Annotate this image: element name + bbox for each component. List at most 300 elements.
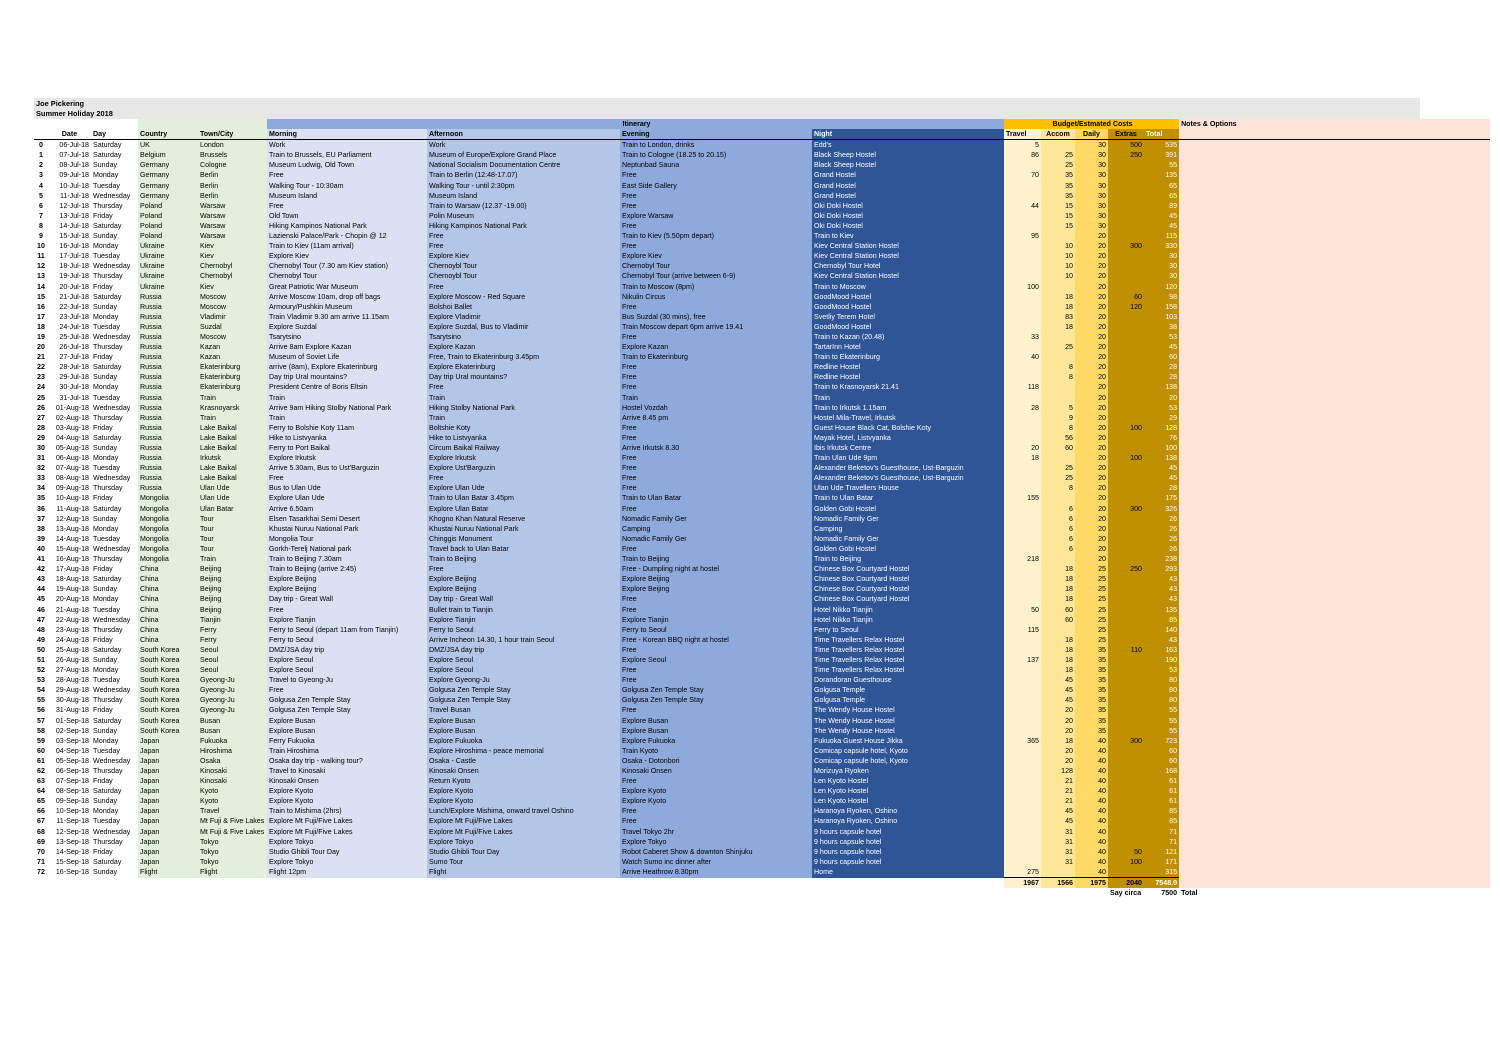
day-cell: Sunday xyxy=(91,796,138,806)
notes-cell xyxy=(1179,867,1490,878)
afternoon-cell: National Socialism Documentation Centre xyxy=(427,160,620,170)
afternoon-cell: Flight xyxy=(427,867,620,878)
col-morning: Morning xyxy=(267,129,427,140)
table-row xyxy=(34,524,1490,534)
day-cell: Tuesday xyxy=(91,605,138,615)
extras-cell xyxy=(1108,211,1144,221)
evening-cell: Free xyxy=(620,201,812,211)
evening-cell: Explore Beijing xyxy=(620,574,812,584)
extras-cell xyxy=(1108,473,1144,483)
daily-cell: 20 xyxy=(1075,483,1108,493)
country-cell: China xyxy=(138,605,198,615)
evening-cell: Free xyxy=(620,544,812,554)
table-row xyxy=(34,261,1490,271)
accom-cell: 10 xyxy=(1041,251,1075,261)
notes-cell xyxy=(1179,403,1490,413)
morning-cell: Lazienski Palace/Park - Chopin @ 12 xyxy=(267,231,427,241)
country-cell: China xyxy=(138,584,198,594)
total-cell: 120 xyxy=(1144,282,1179,292)
day-cell: Tuesday xyxy=(91,463,138,473)
notes-cell xyxy=(1179,302,1490,312)
morning-cell: Train xyxy=(267,393,427,403)
notes-cell xyxy=(1179,726,1490,736)
day-cell: Monday xyxy=(91,806,138,816)
evening-cell: Free xyxy=(620,645,812,655)
evening-cell: Free xyxy=(620,241,812,251)
night-cell: GoodMood Hostel xyxy=(812,322,1004,332)
date-cell: 08-Jul-18 xyxy=(48,160,91,170)
evening-cell: Robot Caberet Show & downton Shinjuku xyxy=(620,847,812,857)
night-cell: Chinese Box Courtyard Hostel xyxy=(812,584,1004,594)
row-number: 20 xyxy=(34,342,48,352)
table-row xyxy=(34,746,1490,756)
accom-cell: 20 xyxy=(1041,746,1075,756)
evening-cell: Train Moscow depart 6pm arrive 19.41 xyxy=(620,322,812,332)
afternoon-cell: Explore Mt Fuji/Five Lakes xyxy=(427,816,620,826)
afternoon-cell: Arrive Incheon 14.30, 1 hour train Seoul xyxy=(427,635,620,645)
travel-cell: 44 xyxy=(1004,201,1041,211)
date-cell: 14-Sep-18 xyxy=(48,847,91,857)
total-cell: 71 xyxy=(1144,827,1179,837)
total-cell: 171 xyxy=(1144,857,1179,867)
country-cell: South Korea xyxy=(138,665,198,675)
row-number: 69 xyxy=(34,837,48,847)
daily-cell: 40 xyxy=(1075,746,1108,756)
notes-cell xyxy=(1179,261,1490,271)
night-cell: Len Kyoto Hostel xyxy=(812,796,1004,806)
night-cell: Chinese Box Courtyard Hostel xyxy=(812,564,1004,574)
day-cell: Friday xyxy=(91,776,138,786)
accom-cell xyxy=(1041,231,1075,241)
evening-cell: Free xyxy=(620,816,812,826)
extras-cell: 100 xyxy=(1108,423,1144,433)
country-cell: Ukraine xyxy=(138,251,198,261)
date-cell: 13-Jul-18 xyxy=(48,211,91,221)
day-cell: Sunday xyxy=(91,514,138,524)
row-number: 32 xyxy=(34,463,48,473)
date-cell: 10-Aug-18 xyxy=(48,493,91,503)
date-cell: 16-Jul-18 xyxy=(48,241,91,251)
night-cell: Golgusa Temple xyxy=(812,695,1004,705)
extras-cell xyxy=(1108,705,1144,715)
travel-cell: 5 xyxy=(1004,140,1041,151)
night-cell: Len Kyoto Hostel xyxy=(812,786,1004,796)
extras-cell xyxy=(1108,443,1144,453)
day-cell: Wednesday xyxy=(91,261,138,271)
evening-cell: Free xyxy=(620,665,812,675)
country-cell: South Korea xyxy=(138,726,198,736)
row-number: 23 xyxy=(34,372,48,382)
notes-cell xyxy=(1179,352,1490,362)
total-cell: 61 xyxy=(1144,796,1179,806)
total-cell: 168 xyxy=(1144,766,1179,776)
row-number: 4 xyxy=(34,181,48,191)
row-number: 58 xyxy=(34,726,48,736)
evening-cell: Free xyxy=(620,594,812,604)
afternoon-cell: Explore Beijing xyxy=(427,584,620,594)
date-cell: 01-Sep-18 xyxy=(48,716,91,726)
morning-cell: Explore Kyoto xyxy=(267,796,427,806)
accom-cell: 15 xyxy=(1041,221,1075,231)
afternoon-cell: Explore Seoul xyxy=(427,665,620,675)
accom-cell: 31 xyxy=(1041,857,1075,867)
night-cell: GoodMood Hostel xyxy=(812,292,1004,302)
accom-cell: 21 xyxy=(1041,776,1075,786)
travel-cell xyxy=(1004,776,1041,786)
daily-cell: 30 xyxy=(1075,191,1108,201)
country-cell: Russia xyxy=(138,352,198,362)
day-cell: Monday xyxy=(91,312,138,322)
night-cell: GoodMood Hostel xyxy=(812,302,1004,312)
night-cell: The Wendy House Hostel xyxy=(812,716,1004,726)
morning-cell: Golgusa Zen Temple Stay xyxy=(267,705,427,715)
extras-cell xyxy=(1108,796,1144,806)
afternoon-cell: Train to Beijing xyxy=(427,554,620,564)
notes-cell xyxy=(1179,524,1490,534)
daily-cell: 20 xyxy=(1075,312,1108,322)
night-cell: Train to Moscow xyxy=(812,282,1004,292)
travel-cell: 100 xyxy=(1004,282,1041,292)
country-cell: China xyxy=(138,615,198,625)
afternoon-cell: Explore Moscow - Red Square xyxy=(427,292,620,302)
accom-cell: 25 xyxy=(1041,160,1075,170)
row-number: 44 xyxy=(34,584,48,594)
evening-cell: Free - Dumpling night at hostel xyxy=(620,564,812,574)
daily-cell: 20 xyxy=(1075,362,1108,372)
accom-cell xyxy=(1041,140,1075,151)
travel-cell xyxy=(1004,806,1041,816)
row-number: 11 xyxy=(34,251,48,261)
notes-cell xyxy=(1179,322,1490,332)
night-cell: Oki Doki Hostel xyxy=(812,201,1004,211)
notes-cell xyxy=(1179,251,1490,261)
country-cell: Japan xyxy=(138,786,198,796)
date-cell: 26-Aug-18 xyxy=(48,655,91,665)
date-cell: 09-Aug-18 xyxy=(48,483,91,493)
date-cell: 26-Jul-18 xyxy=(48,342,91,352)
table-row xyxy=(34,382,1490,392)
evening-cell: Kinosaki Onsen xyxy=(620,766,812,776)
accom-cell: 8 xyxy=(1041,372,1075,382)
extras-cell xyxy=(1108,493,1144,503)
extras-cell xyxy=(1108,746,1144,756)
morning-cell: Gorkh-Terelj National park xyxy=(267,544,427,554)
town-cell: Tour xyxy=(198,534,267,544)
night-cell: Black Sheep Hostel xyxy=(812,160,1004,170)
country-cell: Ukraine xyxy=(138,282,198,292)
accom-cell: 15 xyxy=(1041,211,1075,221)
date-cell: 14-Aug-18 xyxy=(48,534,91,544)
travel-cell xyxy=(1004,857,1041,867)
total-cell: 391 xyxy=(1144,150,1179,160)
day-cell: Saturday xyxy=(91,645,138,655)
extras-cell xyxy=(1108,514,1144,524)
travel-cell xyxy=(1004,615,1041,625)
town-cell: Warsaw xyxy=(198,201,267,211)
table-row xyxy=(34,574,1490,584)
travel-cell xyxy=(1004,312,1041,322)
row-number: 21 xyxy=(34,352,48,362)
notes-cell xyxy=(1179,776,1490,786)
extras-cell xyxy=(1108,776,1144,786)
town-cell: Train xyxy=(198,393,267,403)
date-cell: 11-Aug-18 xyxy=(48,504,91,514)
notes-cell xyxy=(1179,655,1490,665)
daily-cell: 40 xyxy=(1075,816,1108,826)
morning-cell: Work xyxy=(267,140,427,151)
notes-header: Notes & Options xyxy=(1179,119,1490,129)
notes-cell xyxy=(1179,685,1490,695)
travel-cell xyxy=(1004,504,1041,514)
country-cell: Mongolia xyxy=(138,514,198,524)
accom-cell: 20 xyxy=(1041,705,1075,715)
day-cell: Tuesday xyxy=(91,181,138,191)
country-cell: Russia xyxy=(138,372,198,382)
extras-cell xyxy=(1108,665,1144,675)
notes-cell xyxy=(1179,393,1490,403)
extras-cell xyxy=(1108,726,1144,736)
afternoon-cell: Free xyxy=(427,564,620,574)
afternoon-cell: Explore Kyoto xyxy=(427,786,620,796)
extras-cell xyxy=(1108,282,1144,292)
extras-cell xyxy=(1108,685,1144,695)
afternoon-cell: Explore Ulan Ude xyxy=(427,483,620,493)
daily-cell: 20 xyxy=(1075,251,1108,261)
row-number: 33 xyxy=(34,473,48,483)
total-cell: 53 xyxy=(1144,403,1179,413)
row-number: 9 xyxy=(34,231,48,241)
town-cell: Beijing xyxy=(198,584,267,594)
morning-cell: arrive (8am), Explore Ekaterinburg xyxy=(267,362,427,372)
accom-cell xyxy=(1041,453,1075,463)
extras-cell xyxy=(1108,806,1144,816)
table-row xyxy=(34,796,1490,806)
sheet-subtitle: Summer Holiday 2018 xyxy=(36,109,113,118)
total-cell: 38 xyxy=(1144,322,1179,332)
evening-cell: Free xyxy=(620,463,812,473)
row-number: 3 xyxy=(34,170,48,180)
table-row xyxy=(34,756,1490,766)
total-cell: 55 xyxy=(1144,726,1179,736)
total-cell: 26 xyxy=(1144,514,1179,524)
row-number: 31 xyxy=(34,453,48,463)
table-row xyxy=(34,312,1490,322)
town-cell: Suzdal xyxy=(198,322,267,332)
date-cell: 06-Aug-18 xyxy=(48,453,91,463)
morning-cell: Arrive 9am Hiking Stolby National Park xyxy=(267,403,427,413)
total-cell: 55 xyxy=(1144,716,1179,726)
town-cell: Mt Fuji & Five Lakes xyxy=(198,827,267,837)
night-cell: Hostel Mila-Travel, Irkutsk xyxy=(812,413,1004,423)
table-row xyxy=(34,332,1490,342)
evening-cell: Train to Ulan Batar xyxy=(620,493,812,503)
night-cell: Train to Kiev xyxy=(812,231,1004,241)
date-cell: 17-Jul-18 xyxy=(48,251,91,261)
extras-cell: 250 xyxy=(1108,150,1144,160)
col-date: Date xyxy=(48,129,91,140)
date-cell: 18-Aug-18 xyxy=(48,574,91,584)
day-cell: Saturday xyxy=(91,150,138,160)
country-cell: Japan xyxy=(138,736,198,746)
extras-cell xyxy=(1108,695,1144,705)
row-number: 60 xyxy=(34,746,48,756)
row-number: 1 xyxy=(34,150,48,160)
date-cell: 03-Aug-18 xyxy=(48,423,91,433)
accom-cell: 6 xyxy=(1041,514,1075,524)
morning-cell: Great Patriotic War Museum xyxy=(267,282,427,292)
evening-cell: Free xyxy=(620,372,812,382)
morning-cell: Armoury/Pushkin Museum xyxy=(267,302,427,312)
daily-cell: 20 xyxy=(1075,261,1108,271)
morning-cell: Mongolia Tour xyxy=(267,534,427,544)
date-cell: 10-Sep-18 xyxy=(48,806,91,816)
row-number: 13 xyxy=(34,271,48,281)
town-cell: London xyxy=(198,140,267,151)
afternoon-cell: Golgusa Zen Temple Stay xyxy=(427,695,620,705)
town-cell: Gyeong-Ju xyxy=(198,695,267,705)
travel-cell xyxy=(1004,847,1041,857)
travel-cell xyxy=(1004,594,1041,604)
notes-cell xyxy=(1179,635,1490,645)
row-number: 68 xyxy=(34,827,48,837)
morning-cell: DMZ/JSA day trip xyxy=(267,645,427,655)
total-cell: 43 xyxy=(1144,584,1179,594)
row-number: 46 xyxy=(34,605,48,615)
afternoon-cell: DMZ/JSA day trip xyxy=(427,645,620,655)
extras-cell xyxy=(1108,160,1144,170)
night-cell: Golden Gobi Hostel xyxy=(812,504,1004,514)
notes-cell xyxy=(1179,554,1490,564)
accom-cell xyxy=(1041,352,1075,362)
town-cell: Kyoto xyxy=(198,796,267,806)
extras-cell xyxy=(1108,181,1144,191)
evening-cell: East Side Gallery xyxy=(620,181,812,191)
daily-cell: 20 xyxy=(1075,282,1108,292)
table-row xyxy=(34,564,1490,574)
total-cell: 60 xyxy=(1144,352,1179,362)
notes-cell xyxy=(1179,544,1490,554)
night-cell: Len Kyoto Hostel xyxy=(812,776,1004,786)
total-cell: 85 xyxy=(1144,816,1179,826)
extras-cell xyxy=(1108,332,1144,342)
morning-cell: Explore Tokyo xyxy=(267,857,427,867)
table-row xyxy=(34,816,1490,826)
daily-cell: 20 xyxy=(1075,433,1108,443)
country-cell: Russia xyxy=(138,332,198,342)
country-cell: South Korea xyxy=(138,716,198,726)
notes-cell xyxy=(1179,150,1490,160)
afternoon-cell: Explore Fukuoka xyxy=(427,736,620,746)
country-cell: Japan xyxy=(138,776,198,786)
evening-cell: Bus Suzdal (30 mins), free xyxy=(620,312,812,322)
night-cell: Guest House Black Cat, Bolshie Koty xyxy=(812,423,1004,433)
daily-cell: 40 xyxy=(1075,756,1108,766)
afternoon-cell: Explore Irkutsk xyxy=(427,453,620,463)
afternoon-cell: Explore Busan xyxy=(427,726,620,736)
town-cell: Gyeong-Ju xyxy=(198,675,267,685)
extras-cell xyxy=(1108,756,1144,766)
table-row xyxy=(34,594,1490,604)
notes-cell xyxy=(1179,493,1490,503)
table-row xyxy=(34,847,1490,857)
town-cell: Kiev xyxy=(198,282,267,292)
day-cell: Monday xyxy=(91,453,138,463)
accom-cell: 25 xyxy=(1041,463,1075,473)
country-cell: South Korea xyxy=(138,645,198,655)
evening-cell: Ferry to Seoul xyxy=(620,625,812,635)
town-cell: Train xyxy=(198,413,267,423)
table-row xyxy=(34,463,1490,473)
notes-cell xyxy=(1179,271,1490,281)
evening-cell: Neptunbad Sauna xyxy=(620,160,812,170)
extras-cell xyxy=(1108,827,1144,837)
table-row xyxy=(34,493,1490,503)
extras-cell xyxy=(1108,372,1144,382)
total-cell: 30 xyxy=(1144,271,1179,281)
accom-cell: 8 xyxy=(1041,362,1075,372)
extras-cell xyxy=(1108,170,1144,180)
notes-cell xyxy=(1179,181,1490,191)
day-cell: Saturday xyxy=(91,140,138,151)
afternoon-cell: Polin Museum xyxy=(427,211,620,221)
travel-cell xyxy=(1004,463,1041,473)
row-number: 0 xyxy=(34,140,48,151)
header-row-groups xyxy=(34,119,1490,129)
evening-cell: Free xyxy=(620,806,812,816)
date-cell: 09-Sep-18 xyxy=(48,796,91,806)
daily-cell: 25 xyxy=(1075,594,1108,604)
travel-cell xyxy=(1004,514,1041,524)
travel-cell: 118 xyxy=(1004,382,1041,392)
daily-cell: 30 xyxy=(1075,221,1108,231)
total-cell: 138 xyxy=(1144,453,1179,463)
morning-cell: Train to Beijing (arrive 2:45) xyxy=(267,564,427,574)
town-cell: Ferry xyxy=(198,625,267,635)
town-cell: Moscow xyxy=(198,292,267,302)
travel-cell: 137 xyxy=(1004,655,1041,665)
table-row xyxy=(34,645,1490,655)
morning-cell: Train Vladimir 9.30 am arrive 11.15am xyxy=(267,312,427,322)
row-number: 49 xyxy=(34,635,48,645)
travel-cell xyxy=(1004,746,1041,756)
accom-cell: 31 xyxy=(1041,837,1075,847)
notes-cell xyxy=(1179,695,1490,705)
daily-cell: 25 xyxy=(1075,574,1108,584)
date-cell: 04-Sep-18 xyxy=(48,746,91,756)
town-cell: Lake Baikal xyxy=(198,433,267,443)
accom-cell: 15 xyxy=(1041,201,1075,211)
country-cell: Russia xyxy=(138,473,198,483)
afternoon-cell: Hike to Listvyanka xyxy=(427,433,620,443)
afternoon-cell: Free xyxy=(427,473,620,483)
row-number: 34 xyxy=(34,483,48,493)
country-cell: Germany xyxy=(138,170,198,180)
extras-cell xyxy=(1108,382,1144,392)
evening-cell: Free xyxy=(620,191,812,201)
notes-cell xyxy=(1179,413,1490,423)
table-row xyxy=(34,201,1490,211)
town-cell: Kazan xyxy=(198,342,267,352)
morning-cell: Hike to Listvyanka xyxy=(267,433,427,443)
daily-cell: 25 xyxy=(1075,584,1108,594)
country-cell: Mongolia xyxy=(138,544,198,554)
daily-cell: 20 xyxy=(1075,342,1108,352)
extras-cell xyxy=(1108,635,1144,645)
afternoon-cell: Explore Busan xyxy=(427,716,620,726)
col-country: Country xyxy=(138,129,198,140)
notes-cell xyxy=(1179,625,1490,635)
country-cell: Japan xyxy=(138,806,198,816)
